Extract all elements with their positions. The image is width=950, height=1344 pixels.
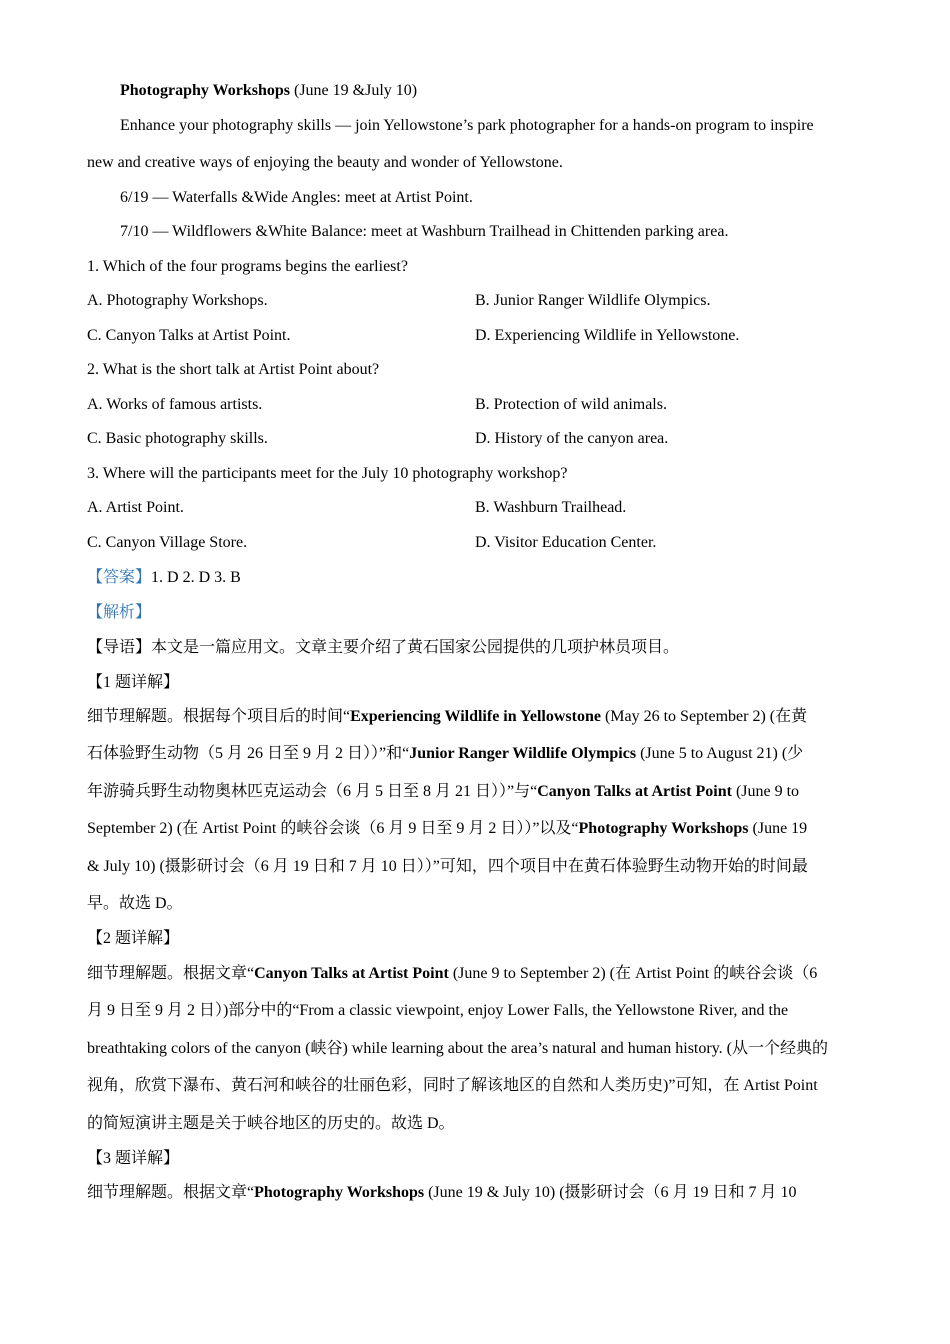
question-1-option-b: B. Junior Ranger Wildlife Olympics. [475, 292, 711, 309]
question-2-option-a: A. Works of famous artists. [87, 396, 263, 413]
q2-detail-line-4: 视角，欣赏下瀑布、黄石河和峡谷的壮丽色彩，同时了解该地区的自然和人类历史)”可知，在 Artist Point [87, 1077, 818, 1094]
q2-l1-tail: (June 9 to September 2) (在 Artist Point 的峡谷会谈（6 [448, 965, 818, 982]
workshop-heading [120, 81, 417, 101]
answer-label: 【答案】 [87, 569, 152, 586]
q3-detail-line-1 [87, 1183, 797, 1203]
q1-l3-bold: Canyon Talks at Artist Point [537, 783, 732, 800]
question-3-option-c: C. Canyon Village Store. [87, 534, 248, 551]
question-2-option-b: B. Protection of wild animals. [475, 396, 667, 413]
q2-l1-text: 细节理解题。根据文章“ [87, 965, 255, 982]
q1-l3-tail: (June 9 to [731, 783, 800, 800]
workshop-title: Photography Workshops [120, 82, 290, 99]
q3-detail-heading: 【3 题详解】 [87, 1150, 180, 1167]
q1-l2-bold: Junior Ranger Wildlife Olympics [409, 745, 637, 762]
workshop-desc-line2: new and creative ways of enjoying the beauty and wonder of Yellowstone. [87, 154, 563, 171]
question-1-option-d: D. Experiencing Wildlife in Yellowstone. [475, 327, 740, 344]
q1-detail-line-2 [87, 744, 803, 764]
q2-detail-line-5: 的简短演讲主题是关于峡谷地区的历史的。故选 D。 [87, 1115, 455, 1132]
analysis-label: 【解析】 [87, 604, 152, 621]
question-2-option-c: C. Basic photography skills. [87, 430, 268, 447]
question-3-option-a: A. Artist Point. [87, 499, 184, 516]
q1-detail-line-6: 早。故选 D。 [87, 895, 183, 912]
q1-l2-text: 石体验野生动物（5 月 26 日至 9 月 2 日））”和“ [87, 745, 410, 762]
q1-l3-text: 年游骑兵野生动物奥林匹克运动会（6 月 5 日至 8 月 21 日））”与“ [87, 783, 538, 800]
q2-detail-line-1 [87, 964, 817, 984]
q1-l2-tail: (June 5 to August 21) (少 [636, 745, 804, 762]
q3-l1-bold: Photography Workshops [254, 1184, 425, 1201]
question-3-stem: 3. Where will the participants meet for the July 10 photography workshop? [87, 465, 568, 482]
intro-line: 【导语】本文是一篇应用文。文章主要介绍了黄石国家公园提供的几项护林员项目。 [87, 639, 680, 656]
workshop-dates: (June 19 &July 10) [289, 82, 418, 99]
q2-detail-line-2: 月 9 日至 9 月 2 日）)部分中的“From a classic viewpoint, enjoy Lower Falls, the Yellowstone River, and the [87, 1002, 789, 1019]
q1-l1-tail: (May 26 to September 2) (在黄 [600, 708, 808, 725]
q1-l4-bold: Photography Workshops [578, 820, 749, 837]
question-3-option-d: D. Visitor Education Center. [475, 534, 657, 551]
q1-detail-heading: 【1 题详解】 [87, 674, 180, 691]
question-3-option-b: B. Washburn Trailhead. [475, 499, 627, 516]
question-2-option-d: D. History of the canyon area. [475, 430, 669, 447]
workshop-desc-line1: Enhance your photography skills — join Yellowstone’s park photographer for a hands-on program to inspire [120, 117, 814, 134]
q2-detail-heading: 【2 题详解】 [87, 930, 180, 947]
question-2-stem: 2. What is the short talk at Artist Point about? [87, 361, 380, 378]
workshop-session-1: 6/19 — Waterfalls &Wide Angles: meet at Artist Point. [120, 189, 473, 206]
q3-l1-text: 细节理解题。根据文章“ [87, 1184, 255, 1201]
question-1-option-c: C. Canyon Talks at Artist Point. [87, 327, 291, 344]
q1-l4-tail: (June 19 [748, 820, 808, 837]
q1-l1-text: 细节理解题。根据每个项目后的时间“ [87, 708, 351, 725]
q2-l1-bold: Canyon Talks at Artist Point [254, 965, 449, 982]
question-1-stem: 1. Which of the four programs begins the earliest? [87, 258, 408, 275]
q2-detail-line-3: breathtaking colors of the canyon (峡谷) while learning about the area’s natural and human history. (从一个经典的 [87, 1040, 828, 1057]
q1-l1-bold: Experiencing Wildlife in Yellowstone [350, 708, 601, 725]
q3-l1-tail: (June 19 & July 10) (摄影研讨会（6 月 19 日和 7 月 10 [424, 1184, 797, 1201]
q1-detail-line-3 [87, 782, 799, 802]
workshop-session-2: 7/10 — Wildflowers &White Balance: meet at Washburn Trailhead in Chittenden parking area. [120, 223, 729, 240]
question-1-option-a: A. Photography Workshops. [87, 292, 268, 309]
q1-detail-line-1 [87, 707, 807, 727]
answer-line [87, 568, 241, 588]
answer-text: 1. D 2. D 3. B [151, 569, 241, 586]
q1-detail-line-5: & July 10) (摄影研讨会（6 月 19 日和 7 月 10 日））”可知，四个项目中在黄石体验野生动物开始的时间最 [87, 858, 808, 875]
q1-detail-line-4 [87, 819, 807, 839]
q1-l4-text: September 2) (在 Artist Point 的峡谷会谈（6 月 9 日至 9 月 2 日））”以及“ [87, 820, 579, 837]
